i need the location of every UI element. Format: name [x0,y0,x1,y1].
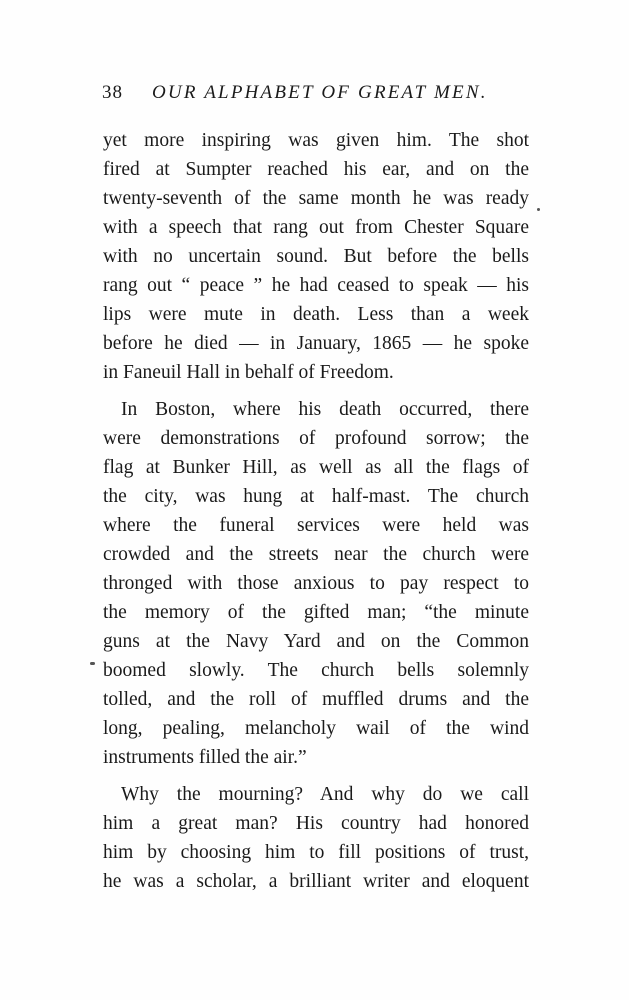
running-title: OUR ALPHABET OF GREAT MEN. [152,82,488,103]
paragraph-1 [103,126,529,387]
text-line: tolled, and the roll of muffled drums and the [103,689,529,710]
text-line: In Boston, where his death occurred, there [121,399,529,420]
text-line: long, pealing, melancholy wail of the wind [103,718,529,739]
paragraph-3 [103,780,529,896]
text-line: guns at the Navy Yard and on the Common [103,631,529,652]
text-line: were demonstrations of profound sorrow; the [103,428,529,449]
text-line: he was a scholar, a brilliant writer and eloquent [103,871,529,892]
text-line: Why the mourning? And why do we call [121,784,529,805]
page-number: 38 [102,82,123,103]
paragraph-gap [103,772,529,780]
ink-speck [537,208,540,211]
paragraph-gap [103,387,529,395]
text-line: boomed slowly. The church bells solemnly [103,660,529,681]
paragraph-2 [103,395,529,772]
text-line: fired at Sumpter reached his ear, and on the [103,159,529,180]
text-line: crowded and the streets near the church were [103,544,529,565]
body-text [103,126,529,896]
text-line: with a speech that rang out from Chester Square [103,217,529,238]
text-line: him by choosing him to fill positions of trust, [103,842,529,863]
text-line: in Faneuil Hall in behalf of Freedom. [103,362,394,383]
text-line: thronged with those anxious to pay respect to [103,573,529,594]
text-line: him a great man? His country had honored [103,813,529,834]
text-line: lips were mute in death. Less than a week [103,304,529,325]
text-line: yet more inspiring was given him. The shot [103,130,529,151]
ink-speck [90,662,95,665]
text-line: twenty-seventh of the same month he was ready [103,188,529,209]
text-line: instruments filled the air.” [103,747,307,768]
text-line: where the funeral services were held was [103,515,529,536]
text-line: the memory of the gifted man; “the minute [103,602,529,623]
text-line: rang out “ peace ” he had ceased to speak — his [103,275,529,296]
running-head [102,80,532,106]
text-line: with no uncertain sound. But before the bells [103,246,529,267]
text-line: before he died — in January, 1865 — he spoke [103,333,529,354]
text-line: flag at Bunker Hill, as well as all the flags of [103,457,529,478]
text-line: the city, was hung at half-mast. The church [103,486,529,507]
